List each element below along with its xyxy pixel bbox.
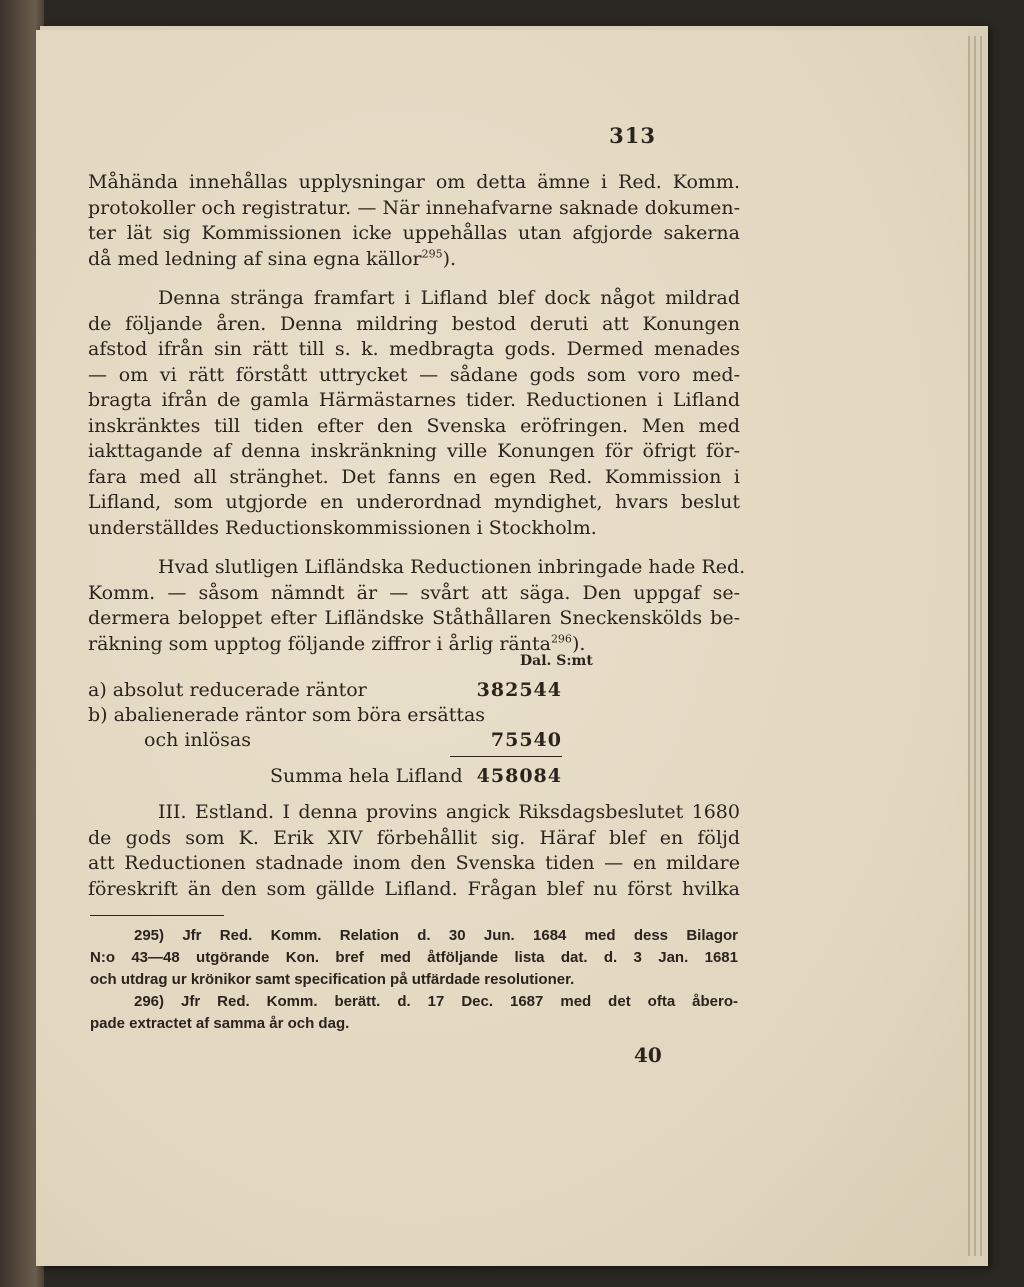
row-label: och inlösas <box>144 729 252 751</box>
text-line: fara med all stränghet. Det fanns en egen Red. Kommission i <box>88 465 740 488</box>
table-row <box>88 729 740 753</box>
page-edge <box>974 36 976 1256</box>
row-label: b) abalienerade räntor som böra ersättas <box>88 704 486 726</box>
text-line: protokoller och registratur. — När innehafvarne saknade dokumen- <box>88 196 740 219</box>
text-line: de gods som K. Erik XIV förbehållit sig. Häraf blef en följd <box>88 826 740 849</box>
row-value: 382544 <box>476 679 562 701</box>
text-line: Komm. — såsom nämndt är — svårt att säga. Den uppgaf se- <box>88 581 740 604</box>
book-page <box>36 30 968 1266</box>
footnote-line: 295) Jfr Red. Komm. Relation d. 30 Jun. 1684 med dess Bilagor <box>134 927 738 944</box>
text-line: Måhända innehållas upplysningar om detta ämne i Red. Komm. <box>88 171 740 193</box>
page-edge <box>968 36 970 1256</box>
footnote-line: pade extractet af samma år och dag. <box>90 1015 350 1032</box>
text-line: då med ledning af sina egna källor$^{295}$). <box>88 247 457 270</box>
footnote-ref: 296 <box>550 632 572 646</box>
footnotes <box>90 925 738 1035</box>
text-line: dermera beloppet efter Lifländske Ståthållaren Sneckenskölds be- <box>88 607 740 629</box>
main-text <box>88 170 746 657</box>
text-line: Hvad slutligen Lifländska Reductionen inbringade hade Red. <box>158 556 746 578</box>
sum-value: 458084 <box>476 765 562 787</box>
text-line: inskränktes till tiden efter den Svenska eröfringen. Men med <box>88 414 740 437</box>
text-line: afstod ifrån sin rätt till s. k. medbragta gods. Dermed menades <box>88 338 740 360</box>
text-line: bragta ifrån de gamla Härmästarnes tider. Reductionen i Lifland <box>88 389 740 411</box>
footnote-rule <box>90 915 224 916</box>
row-value: 75540 <box>490 729 562 751</box>
page-number: 313 <box>609 123 656 148</box>
text-line: underställdes Reductionskommissionen i Stockholm. <box>88 516 597 539</box>
footnote-line: N:o 43—48 utgörande Kon. bref med åtföljande lista dat. d. 3 Jan. 1681 <box>90 949 738 966</box>
signature-mark: 40 <box>634 1043 662 1067</box>
text-line: iakttagande af denna inskränkning ville Konungen för öfrigt för- <box>88 440 740 462</box>
table-row <box>88 704 740 728</box>
main-text-continued <box>88 800 740 902</box>
text-line: föreskrift än den som gällde Lifland. Frågan blef nu först hvilka <box>88 877 740 900</box>
sum-label: Summa hela Lifland <box>270 765 463 787</box>
text-line: Lifland, som utgjorde en underordnad myndighet, hvars beslut <box>88 491 740 513</box>
footnote-ref: 295 <box>421 247 443 261</box>
footnote-line: och utdrag ur krönikor samt specification på utfärdade resolutioner. <box>90 971 575 988</box>
text-line: Denna stränga framfart i Lifland blef dock något mildrad <box>158 287 740 309</box>
text-line: räkning som upptog följande ziffror i årlig ränta$^{296}$). <box>88 632 586 655</box>
text-line: att Reductionen stadnade inom den Svenska tiden — en mildare <box>88 852 740 874</box>
text-line: III. Estland. I denna provins angick Riksdagsbeslutet 1680 <box>158 801 740 823</box>
sum-rule <box>450 756 562 757</box>
sum-row <box>88 765 740 789</box>
row-label: a) absolut reducerade räntor <box>88 679 367 701</box>
text-line: ter lät sig Kommissionen icke uppehållas utan afgjorde sakerna <box>88 222 740 244</box>
text-line: — om vi rätt förstått uttrycket — sådane gods som voro med- <box>88 363 740 386</box>
unit-header: Dal. S:mt <box>520 653 593 669</box>
page-edge <box>980 36 982 1256</box>
text-line: de följande åren. Denna mildring bestod deruti att Konungen <box>88 312 740 335</box>
footnote-line: 296) Jfr Red. Komm. berätt. d. 17 Dec. 1687 med det ofta åbero- <box>134 993 738 1010</box>
table-row <box>88 679 740 703</box>
